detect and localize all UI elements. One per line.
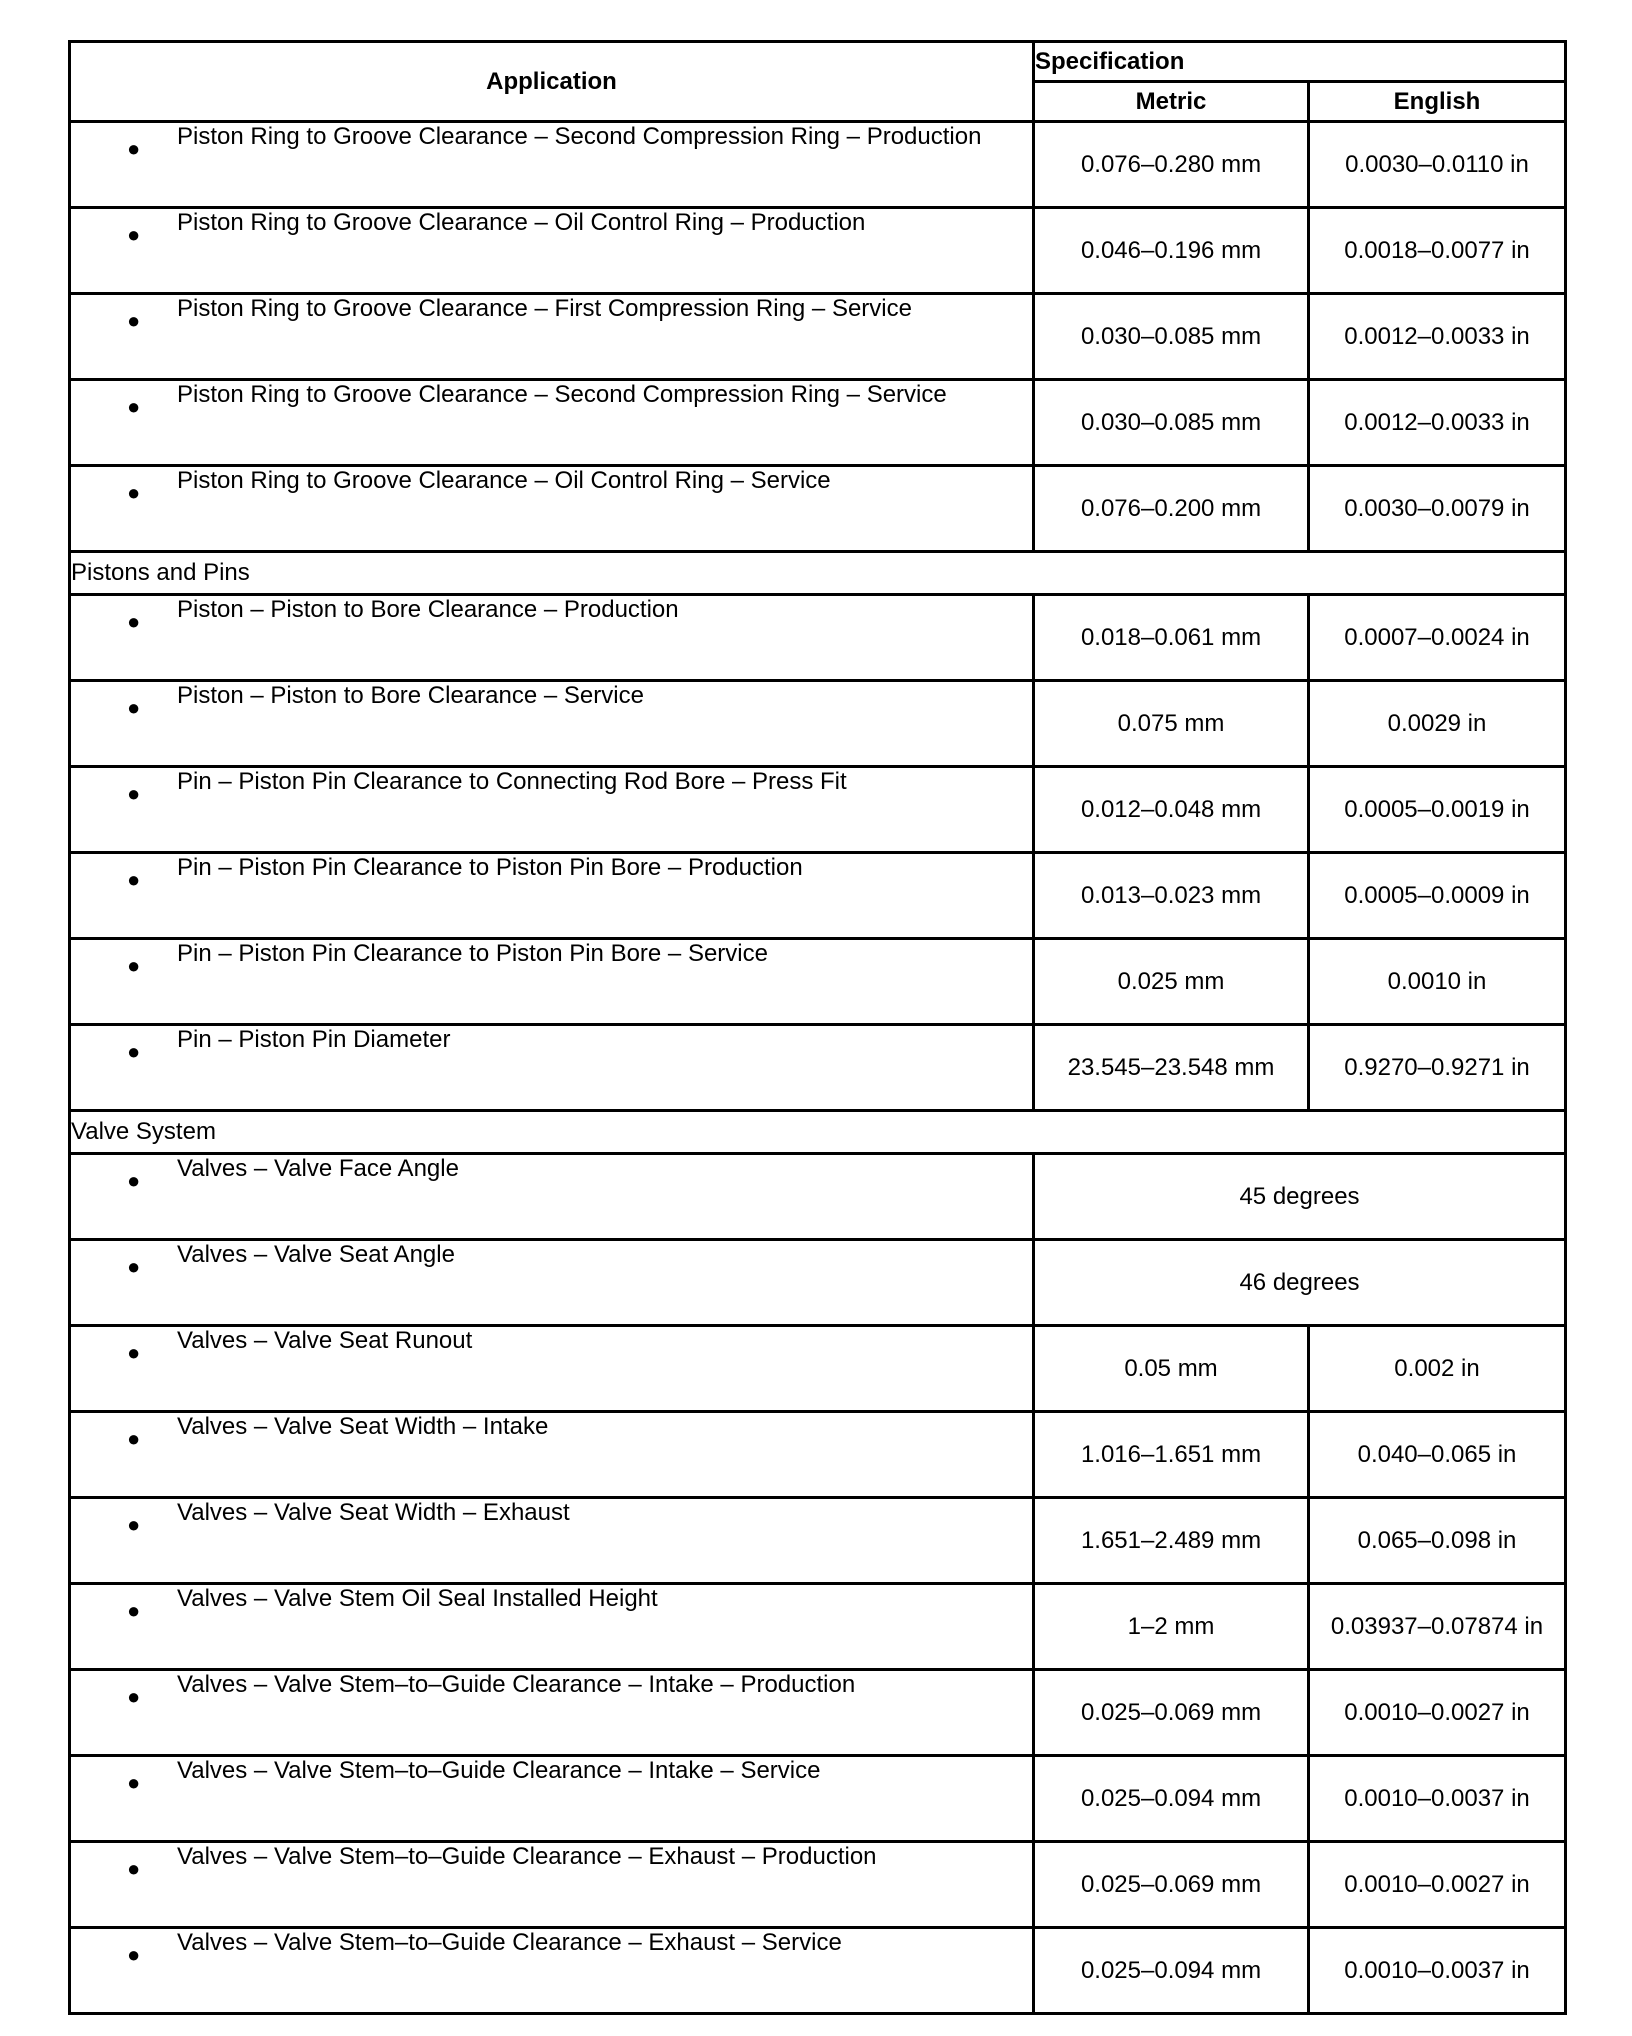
metric-value-cell: 0.076–0.280 mm	[1034, 122, 1309, 208]
table-row	[70, 1154, 1566, 1240]
bullet-icon: ●	[127, 1039, 141, 1064]
application-label: Piston Ring to Groove Clearance – Second Compression Ring – Service	[177, 381, 947, 408]
metric-value-cell: 0.05 mm	[1034, 1326, 1309, 1412]
english-value-cell: 0.0030–0.0079 in	[1309, 466, 1566, 552]
english-value-cell: 0.0010–0.0027 in	[1309, 1842, 1566, 1928]
application-cell	[70, 767, 1034, 853]
metric-value-cell: 1.016–1.651 mm	[1034, 1412, 1309, 1498]
specification-table	[68, 40, 1567, 2015]
english-value-cell: 0.03937–0.07874 in	[1309, 1584, 1566, 1670]
english-value-cell: 0.0012–0.0033 in	[1309, 380, 1566, 466]
application-cell	[70, 208, 1034, 294]
bullet-icon: ●	[127, 1426, 141, 1451]
combined-value-cell: 46 degrees	[1034, 1240, 1566, 1326]
application-label: Pin – Piston Pin Clearance to Connecting Rod Bore – Press Fit	[177, 768, 847, 795]
application-label: Piston Ring to Groove Clearance – Second Compression Ring – Production	[177, 123, 982, 150]
section-row	[70, 1111, 1566, 1154]
metric-value-cell: 0.030–0.085 mm	[1034, 294, 1309, 380]
table-row	[70, 1498, 1566, 1584]
application-cell	[70, 1025, 1034, 1111]
application-cell	[70, 1842, 1034, 1928]
english-value-cell: 0.0018–0.0077 in	[1309, 208, 1566, 294]
bullet-icon: ●	[127, 1598, 141, 1623]
application-label: Valves – Valve Seat Angle	[177, 1241, 455, 1268]
bullet-icon: ●	[127, 867, 141, 892]
application-cell	[70, 595, 1034, 681]
table-row	[70, 1412, 1566, 1498]
application-label: Valves – Valve Stem–to–Guide Clearance – Intake – Production	[177, 1671, 856, 1698]
table-row	[70, 1928, 1566, 2014]
application-label: Piston Ring to Groove Clearance – Oil Control Ring – Production	[177, 209, 866, 236]
metric-value-cell: 0.025–0.094 mm	[1034, 1756, 1309, 1842]
bullet-icon: ●	[127, 222, 141, 247]
application-cell	[70, 1412, 1034, 1498]
bullet-icon: ●	[127, 308, 141, 333]
application-cell	[70, 122, 1034, 208]
application-cell	[70, 1670, 1034, 1756]
specification-header: Specification	[1034, 42, 1566, 82]
application-label: Pin – Piston Pin Clearance to Piston Pin Bore – Service	[177, 940, 768, 967]
english-value-cell: 0.0007–0.0024 in	[1309, 595, 1566, 681]
metric-value-cell: 0.030–0.085 mm	[1034, 380, 1309, 466]
bullet-icon: ●	[127, 1254, 141, 1279]
bullet-icon: ●	[127, 1512, 141, 1537]
application-label: Piston – Piston to Bore Clearance – Production	[177, 596, 679, 623]
application-cell	[70, 1154, 1034, 1240]
application-cell	[70, 939, 1034, 1025]
application-cell	[70, 380, 1034, 466]
application-label: Pin – Piston Pin Diameter	[177, 1026, 451, 1053]
application-header: Application	[70, 42, 1034, 122]
table-row	[70, 1584, 1566, 1670]
table-row	[70, 681, 1566, 767]
metric-value-cell: 0.025 mm	[1034, 939, 1309, 1025]
metric-value-cell: 1–2 mm	[1034, 1584, 1309, 1670]
metric-value-cell: 0.025–0.069 mm	[1034, 1670, 1309, 1756]
application-label: Valves – Valve Stem–to–Guide Clearance – Exhaust – Production	[177, 1843, 877, 1870]
table-row	[70, 853, 1566, 939]
table-body	[70, 122, 1566, 2014]
bullet-icon: ●	[127, 953, 141, 978]
english-value-cell: 0.0030–0.0110 in	[1309, 122, 1566, 208]
bullet-icon: ●	[127, 1856, 141, 1881]
application-cell	[70, 466, 1034, 552]
combined-value-cell: 45 degrees	[1034, 1154, 1566, 1240]
english-value-cell: 0.065–0.098 in	[1309, 1498, 1566, 1584]
english-value-cell: 0.0029 in	[1309, 681, 1566, 767]
application-label: Pin – Piston Pin Clearance to Piston Pin Bore – Production	[177, 854, 803, 881]
application-label: Piston Ring to Groove Clearance – Oil Control Ring – Service	[177, 467, 831, 494]
english-value-cell: 0.0010–0.0037 in	[1309, 1928, 1566, 2014]
english-value-cell: 0.9270–0.9271 in	[1309, 1025, 1566, 1111]
application-label: Valves – Valve Seat Width – Exhaust	[177, 1499, 570, 1526]
table-row	[70, 595, 1566, 681]
table-row	[70, 1670, 1566, 1756]
english-value-cell: 0.0010–0.0037 in	[1309, 1756, 1566, 1842]
metric-value-cell: 1.651–2.489 mm	[1034, 1498, 1309, 1584]
application-label: Valves – Valve Stem Oil Seal Installed Height	[177, 1585, 658, 1612]
metric-value-cell: 23.545–23.548 mm	[1034, 1025, 1309, 1111]
metric-value-cell: 0.076–0.200 mm	[1034, 466, 1309, 552]
section-label: Pistons and Pins	[70, 552, 1566, 595]
table-row	[70, 1326, 1566, 1412]
application-cell	[70, 1240, 1034, 1326]
english-value-cell: 0.0012–0.0033 in	[1309, 294, 1566, 380]
table-row	[70, 1842, 1566, 1928]
application-label: Piston Ring to Groove Clearance – First Compression Ring – Service	[177, 295, 912, 322]
table-row	[70, 1756, 1566, 1842]
metric-value-cell: 0.025–0.094 mm	[1034, 1928, 1309, 2014]
bullet-icon: ●	[127, 136, 141, 161]
metric-value-cell: 0.013–0.023 mm	[1034, 853, 1309, 939]
table-row	[70, 1240, 1566, 1326]
metric-value-cell: 0.075 mm	[1034, 681, 1309, 767]
table-row	[70, 1025, 1566, 1111]
table-row	[70, 767, 1566, 853]
application-label: Valves – Valve Stem–to–Guide Clearance – Intake – Service	[177, 1757, 821, 1784]
application-label: Valves – Valve Face Angle	[177, 1155, 459, 1182]
bullet-icon: ●	[127, 1168, 141, 1193]
english-header: English	[1309, 82, 1566, 122]
table-row	[70, 466, 1566, 552]
application-cell	[70, 1756, 1034, 1842]
table-row	[70, 122, 1566, 208]
metric-header: Metric	[1034, 82, 1309, 122]
metric-value-cell: 0.046–0.196 mm	[1034, 208, 1309, 294]
bullet-icon: ●	[127, 695, 141, 720]
bullet-icon: ●	[127, 781, 141, 806]
application-label: Valves – Valve Seat Width – Intake	[177, 1413, 549, 1440]
application-label: Valves – Valve Seat Runout	[177, 1327, 473, 1354]
application-label: Valves – Valve Stem–to–Guide Clearance – Exhaust – Service	[177, 1929, 842, 1956]
application-label: Piston – Piston to Bore Clearance – Service	[177, 682, 644, 709]
application-cell	[70, 853, 1034, 939]
english-value-cell: 0.0005–0.0009 in	[1309, 853, 1566, 939]
english-value-cell: 0.0005–0.0019 in	[1309, 767, 1566, 853]
bullet-icon: ●	[127, 1684, 141, 1709]
metric-value-cell: 0.018–0.061 mm	[1034, 595, 1309, 681]
section-label: Valve System	[70, 1111, 1566, 1154]
application-cell	[70, 1498, 1034, 1584]
application-cell	[70, 1584, 1034, 1670]
bullet-icon: ●	[127, 480, 141, 505]
application-cell	[70, 1326, 1034, 1412]
application-cell	[70, 1928, 1034, 2014]
english-value-cell: 0.0010–0.0027 in	[1309, 1670, 1566, 1756]
section-row	[70, 552, 1566, 595]
bullet-icon: ●	[127, 1942, 141, 1967]
metric-value-cell: 0.025–0.069 mm	[1034, 1842, 1309, 1928]
bullet-icon: ●	[127, 1340, 141, 1365]
table-row	[70, 208, 1566, 294]
bullet-icon: ●	[127, 609, 141, 634]
table-row	[70, 294, 1566, 380]
english-value-cell: 0.002 in	[1309, 1326, 1566, 1412]
application-cell	[70, 294, 1034, 380]
english-value-cell: 0.0010 in	[1309, 939, 1566, 1025]
table-row	[70, 380, 1566, 466]
metric-value-cell: 0.012–0.048 mm	[1034, 767, 1309, 853]
english-value-cell: 0.040–0.065 in	[1309, 1412, 1566, 1498]
table-row	[70, 939, 1566, 1025]
bullet-icon: ●	[127, 1770, 141, 1795]
application-cell	[70, 681, 1034, 767]
bullet-icon: ●	[127, 394, 141, 419]
